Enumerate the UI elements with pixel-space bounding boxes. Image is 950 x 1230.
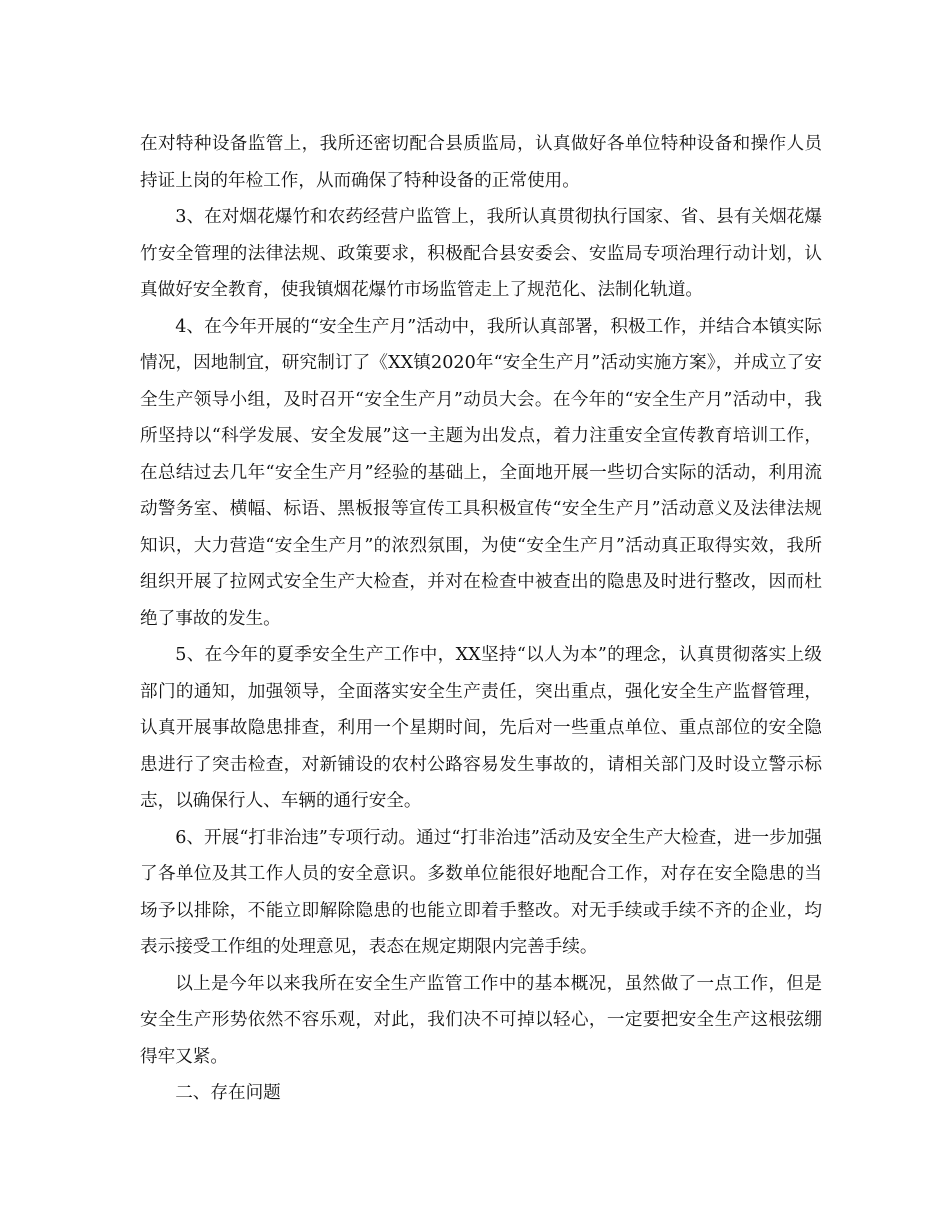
paragraph-special-equipment: 在对特种设备监管上，我所还密切配合县质监局，认真做好各单位特种设备和操作人员持证上岗的年检工作，从而确保了特种设备的正常使用。 — [140, 134, 822, 191]
paragraph-safety-month: 4、在今年开展的“安全生产月”活动中，我所认真部署，积极工作，并结合本镇实际情况，因地制宜，研究制订了《XX镇2020年“安全生产月”活动实施方案》，并成立了安全生产领导小组，及时召开“安全生产月”动员大会。在今年的“安全生产月”活动中，我所坚持以“科学发展、安全发展”这一主题为出发点，着力注重安全宣传教育培训工作，在总结过去几年“安全生产月”经验的基础上，全面地开展一些切合实际的活动，利用流动警务室、横幅、标语、黑板报等宣传工具积极宣传“安全生产月”活动意义及法律法规知识，大力营造“安全生产月”的浓烈氛围，为使“安全生产月”活动真正取得实效，我所组织开展了拉网式安全生产大检查，并对在检查中被查出的隐患及时进行整改，因而杜绝了事故的发生。 — [140, 316, 822, 629]
paragraph-fireworks: 3、在对烟花爆竹和农药经营户监管上，我所认真贯彻执行国家、省、县有关烟花爆竹安全管理的法律法规、政策要求，积极配合县安委会、安监局专项治理行动计划，认真做好安全教育，使我镇烟花爆竹市场监管走上了规范化、法制化轨道。 — [140, 207, 822, 300]
section-heading: 二、存在问题 — [175, 1083, 281, 1103]
paragraph-crackdown: 6、开展“打非治违”专项行动。通过“打非治违”活动及安全生产大检查，进一步加强了各单位及其工作人员的安全意识。多数单位能很好地配合工作，对存在安全隐患的当场予以排除，不能立即解除隐患的也能立即着手整改。对无手续或手续不齐的企业，均表示接受工作组的处理意见，表态在规定期限内完善手续。 — [140, 827, 822, 957]
paragraph-summary: 以上是今年以来我所在安全生产监管工作中的基本概况，虽然做了一点工作，但是安全生产形势依然不容乐观，对此，我们决不可掉以轻心，一定要把安全生产这根弦绷得牢又紧。 — [140, 973, 822, 1067]
paragraph-summer-safety: 5、在今年的夏季安全生产工作中，XX坚持“以人为本”的理念，认真贯彻落实上级部门的通知，加强领导，全面落实安全生产责任，突出重点，强化安全生产监督管理，认真开展事故隐患排查，利用一个星期时间，先后对一些重点单位、重点部位的安全隐患进行了突击检查，对新铺设的农村公路容易发生事故的，请相关部门及时设立警示标志，以确保行人、车辆的通行安全。 — [140, 645, 822, 811]
